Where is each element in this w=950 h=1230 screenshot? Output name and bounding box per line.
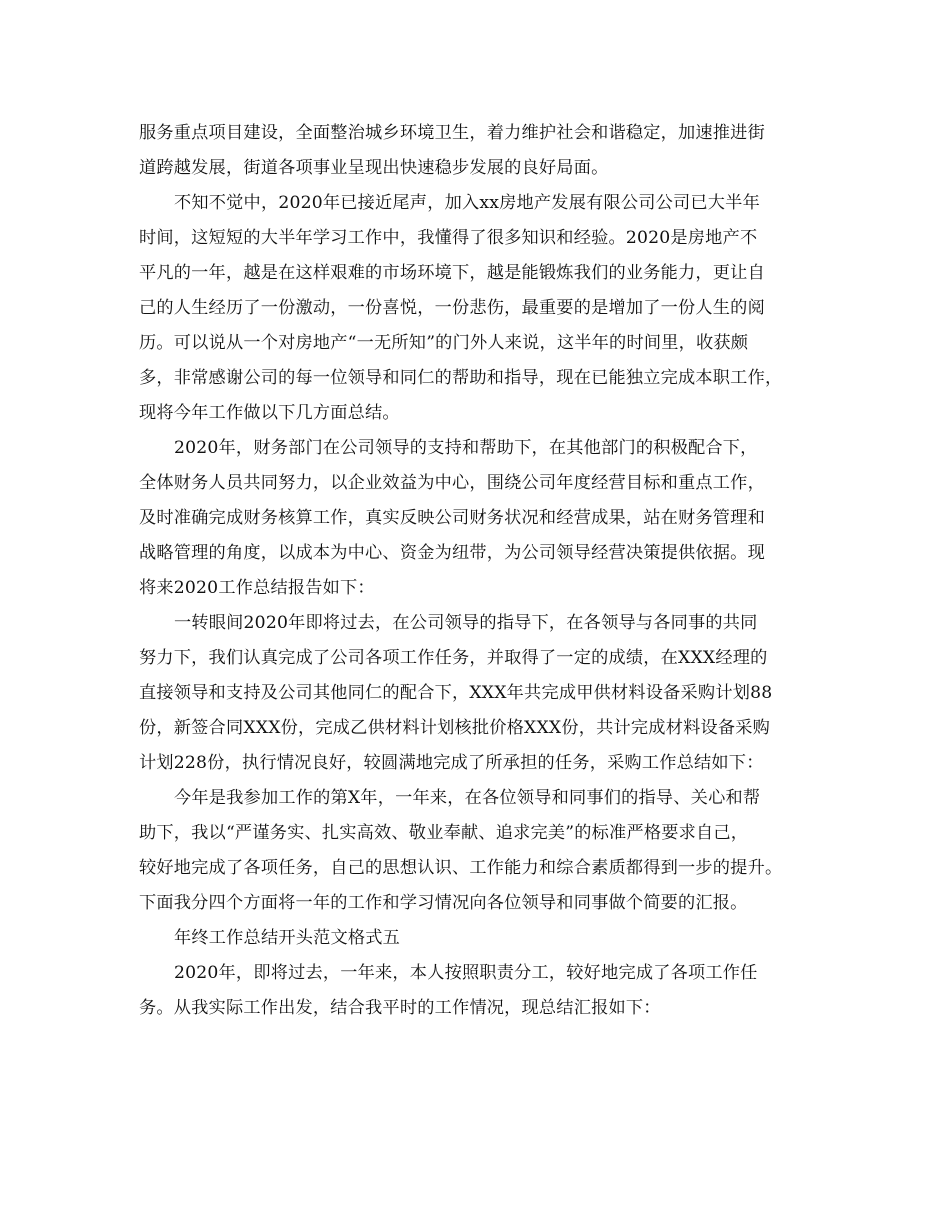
document-body xyxy=(139,116,819,1026)
text-line: 务。从我实际工作出发，结合我平时的工作情况，现总结汇报如下： xyxy=(139,998,661,1018)
paragraph-start-line: 今年是我参加工作的第X年，一年来，在各位领导和同事们的指导、关心和帮 xyxy=(174,788,761,808)
text-line: 平凡的一年，越是在这样艰难的市场环境下，越是能锻炼我们的业务能力，更让自 xyxy=(139,263,765,283)
text-line: 计划228份，执行情况良好，较圆满地完成了所承担的任务，采购工作总结如下： xyxy=(139,753,764,773)
text-line: 下面我分四个方面将一年的工作和学习情况向各位领导和同事做个简要的汇报。 xyxy=(139,893,748,913)
paragraph-start-line: 一转眼间2020年即将过去，在公司领导的指导下，在各领导与各同事的共同 xyxy=(174,613,758,633)
text-line: 助下，我以“严谨务实、扎实高效、敬业奉献、追求完美”的标准严格要求自己， xyxy=(139,823,749,843)
text-line: 时间，这短短的大半年学习工作中，我懂得了很多知识和经验。2020是房地产不 xyxy=(139,228,758,248)
text-line: 直接领导和支持及公司其他同仁的配合下，XXX年共完成甲供材料设备采购计划88 xyxy=(139,683,773,703)
paragraph-start-line: 2020年，财务部门在公司领导的支持和帮助下，在其他部门的积极配合下， xyxy=(174,438,758,458)
text-line: 努力下，我们认真完成了公司各项工作任务，并取得了一定的成绩，在XXX经理的 xyxy=(139,648,768,668)
text-line: 份，新签合同XXX份，完成乙供材料计划核批价格XXX份，共计完成材料设备采购 xyxy=(139,718,771,738)
text-line: 较好地完成了各项任务，自己的思想认识、工作能力和综合素质都得到一步的提升。 xyxy=(139,858,783,878)
text-line: 现将今年工作做以下几方面总结。 xyxy=(139,403,400,423)
section-heading: 年终工作总结开头范文格式五 xyxy=(174,928,401,948)
text-line: 战略管理的角度，以成本为中心、资金为纽带，为公司领导经营决策提供依据。现 xyxy=(139,543,765,563)
text-line: 多，非常感谢公司的每一位领导和同仁的帮助和指导，现在已能独立完成本职工作， xyxy=(139,368,783,388)
text-line: 历。可以说从一个对房地产“一无所知”的门外人来说，这半年的时间里，收获颇 xyxy=(139,333,749,353)
text-line: 道跨越发展，街道各项事业呈现出快速稳步发展的良好局面。 xyxy=(139,158,609,178)
paragraph-start-line: 2020年，即将过去，一年来，本人按照职责分工，较好地完成了各项工作任 xyxy=(174,963,758,983)
text-line: 服务重点项目建设，全面整治城乡环境卫生，着力维护社会和谐稳定，加速推进街 xyxy=(139,123,765,143)
text-line: 全体财务人员共同努力，以企业效益为中心，围绕公司年度经营目标和重点工作， xyxy=(139,473,765,493)
paragraph-start-line: 不知不觉中，2020年已接近尾声，加入xx房地产发展有限公司公司已大半年 xyxy=(174,193,760,213)
text-line: 己的人生经历了一份激动，一份喜悦，一份悲伤，最重要的是增加了一份人生的阅 xyxy=(139,298,765,318)
text-line: 及时准确完成财务核算工作，真实反映公司财务状况和经营成果，站在财务管理和 xyxy=(139,508,765,528)
text-line: 将来2020工作总结报告如下： xyxy=(139,578,375,598)
